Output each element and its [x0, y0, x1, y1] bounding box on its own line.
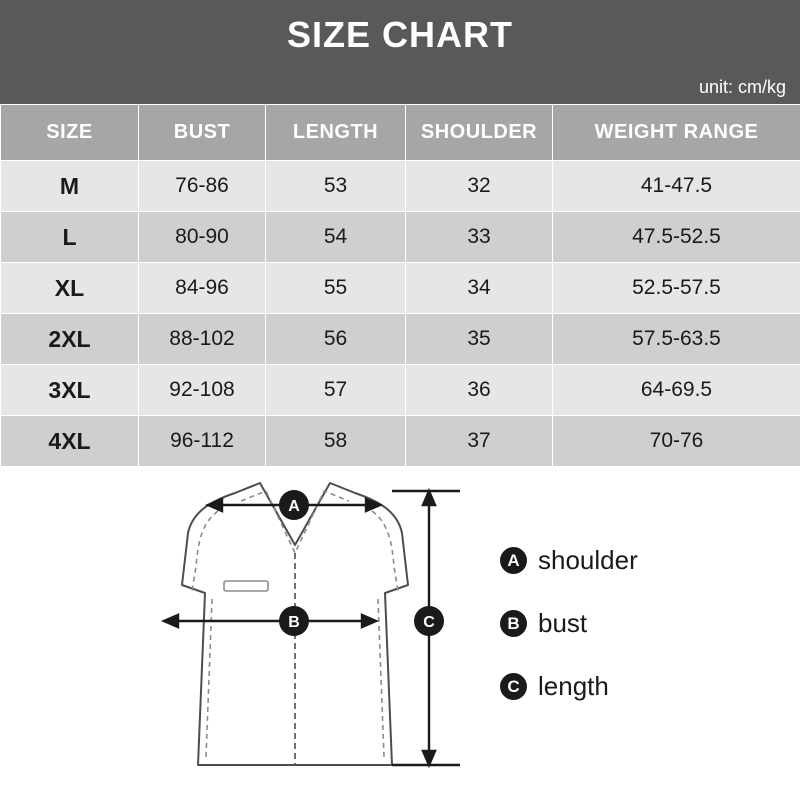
- column-header-size: SIZE: [1, 105, 139, 161]
- cell-bust: 76-86: [139, 161, 266, 212]
- legend-item-shoulder: [500, 545, 638, 576]
- cell-shoulder: 32: [406, 161, 553, 212]
- bust-arrow-left: [164, 615, 178, 627]
- cell-size: M: [1, 161, 139, 212]
- column-header-length: LENGTH: [266, 105, 406, 161]
- legend-item-length: [500, 671, 638, 702]
- cell-length: 53: [266, 161, 406, 212]
- legend-label-shoulder: shoulder: [538, 545, 638, 575]
- cell-shoulder: 34: [406, 263, 553, 314]
- legend-item-bust: [500, 608, 638, 639]
- cell-size: 3XL: [1, 365, 139, 416]
- cell-weight-range: 57.5-63.5: [553, 314, 800, 365]
- legend-badge-b: B: [500, 610, 527, 637]
- cell-weight-range: 41-47.5: [553, 161, 800, 212]
- table-row: [1, 212, 800, 263]
- column-header-bust: BUST: [139, 105, 266, 161]
- cell-bust: 88-102: [139, 314, 266, 365]
- legend-badge-a: A: [500, 547, 527, 574]
- cell-bust: 96-112: [139, 416, 266, 467]
- table-row: [1, 263, 800, 314]
- table-row: [1, 416, 800, 467]
- vest-pocket: [224, 581, 268, 591]
- cell-weight-range: 47.5-52.5: [553, 212, 800, 263]
- cell-weight-range: 52.5-57.5: [553, 263, 800, 314]
- cell-weight-range: 70-76: [553, 416, 800, 467]
- table-body: [1, 161, 800, 467]
- cell-length: 55: [266, 263, 406, 314]
- table-header-row: [1, 105, 800, 161]
- measurement-illustration: [0, 467, 800, 797]
- table-row: [1, 161, 800, 212]
- cell-bust: 80-90: [139, 212, 266, 263]
- vest-diagram-svg: [140, 475, 470, 785]
- cell-bust: 84-96: [139, 263, 266, 314]
- legend-label-bust: bust: [538, 608, 588, 638]
- table-row: [1, 365, 800, 416]
- cell-shoulder: 35: [406, 314, 553, 365]
- size-table: [0, 104, 800, 467]
- cell-length: 58: [266, 416, 406, 467]
- length-arrow-down: [423, 751, 435, 765]
- cell-bust: 92-108: [139, 365, 266, 416]
- cell-shoulder: 33: [406, 212, 553, 263]
- cell-length: 56: [266, 314, 406, 365]
- legend-label-length: length: [538, 671, 609, 701]
- cell-length: 54: [266, 212, 406, 263]
- legend-badge-c: C: [500, 673, 527, 700]
- cell-length: 57: [266, 365, 406, 416]
- cell-size: XL: [1, 263, 139, 314]
- page-title: SIZE CHART: [287, 14, 513, 55]
- length-arrow-up: [423, 491, 435, 505]
- header: [0, 0, 800, 104]
- cell-shoulder: 36: [406, 365, 553, 416]
- marker-a-label: A: [288, 498, 300, 515]
- cell-size: L: [1, 212, 139, 263]
- cell-size: 4XL: [1, 416, 139, 467]
- legend: [500, 545, 638, 734]
- column-header-weight-range: WEIGHT RANGE: [553, 105, 800, 161]
- table-header: [1, 105, 800, 161]
- marker-c-label: C: [423, 614, 435, 631]
- cell-size: 2XL: [1, 314, 139, 365]
- unit-note: unit: cm/kg: [698, 77, 786, 97]
- table-row: [1, 314, 800, 365]
- marker-b-label: B: [288, 614, 300, 631]
- cell-shoulder: 37: [406, 416, 553, 467]
- column-header-shoulder: SHOULDER: [406, 105, 553, 161]
- cell-weight-range: 64-69.5: [553, 365, 800, 416]
